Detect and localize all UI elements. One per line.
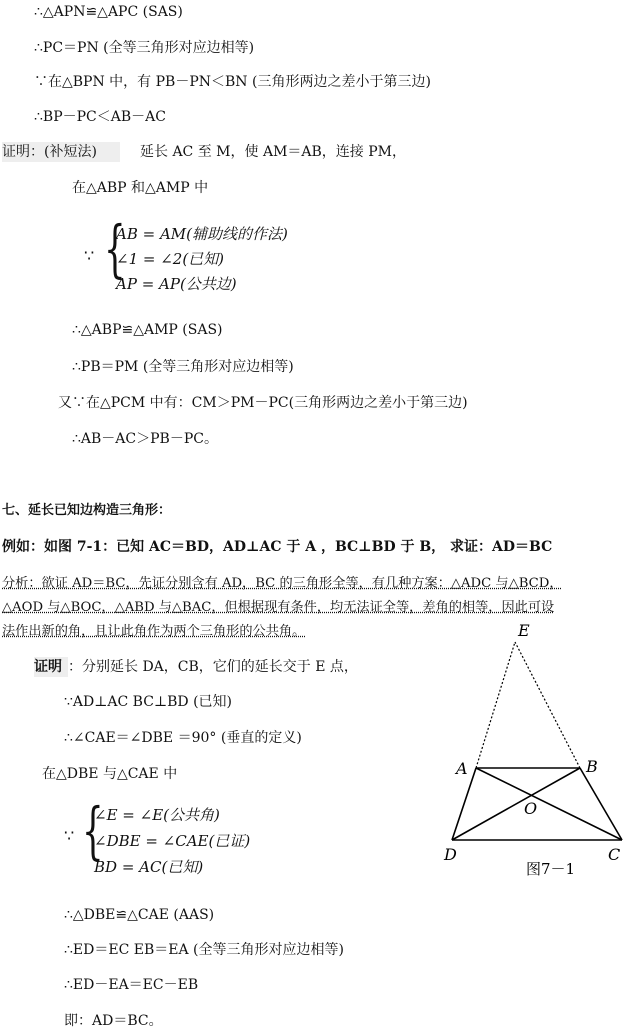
proof2-line-2: ∴∠CAE＝∠DBE ＝90° (垂直的定义) xyxy=(64,730,302,746)
proof2-line-3: 在△DBE 与△CAE 中 xyxy=(42,766,178,782)
section-title: 七、延长已知边构造三角形： xyxy=(2,503,172,518)
line-4: ∴BP－PC＜AB－AC xyxy=(34,109,166,125)
analysis-line-2: △AOD 与△BOC，△ABD 与△BAC，但根据现有条件，均无法证全等，差角的相等，因此可设 xyxy=(2,600,555,615)
label-b: B xyxy=(586,757,598,776)
proof2-conclusion-4: 即：AD＝BC。 xyxy=(64,1013,163,1029)
proof2-conclusion-2: ∴ED＝EC EB＝EA (全等三角形对应边相等) xyxy=(64,942,344,958)
figure-7-1 xyxy=(430,620,640,890)
in-triangle-line: 在△ABP 和△AMP 中 xyxy=(72,180,209,196)
conclusion-1: ∴△ABP≌△AMP (SAS) xyxy=(72,322,223,338)
conclusion-3: 又∵在△PCM 中有：CM＞PM－PC(三角形两边之差小于第三边) xyxy=(58,395,468,411)
line-1: ∴△APN≌△APC (SAS) xyxy=(34,4,183,20)
line-2: ∴PC＝PN (全等三角形对应边相等) xyxy=(34,40,255,56)
proof2-label: 证明 xyxy=(34,657,68,677)
proof2-line-1: ∵AD⊥AC BC⊥BD (已知) xyxy=(64,694,232,710)
proof2-conclusion-3: ∴ED－EA＝EC－EB xyxy=(64,977,199,993)
proof-text-short: 延长 AC 至 M，使 AM＝AB，连接 PM， xyxy=(140,144,407,160)
proof-label-short: 证明：(补短法) xyxy=(2,142,120,162)
segment-bd xyxy=(452,768,580,840)
conclusion-4: ∴AB－AC＞PB－PC。 xyxy=(72,431,218,447)
dashed-be xyxy=(515,642,580,768)
proof2-conclusion-1: ∴△DBE≌△CAE (AAS) xyxy=(64,907,215,923)
proof2-text: ：分别延长 DA，CB，它们的延长交于 E 点， xyxy=(68,659,358,675)
system1-line-c: AP = AP(公共边) xyxy=(116,275,237,293)
dashed-ae xyxy=(476,642,515,768)
because-symbol-2: ∵ xyxy=(64,826,75,845)
figure-caption: 图7－1 xyxy=(526,860,576,878)
label-o: O xyxy=(524,799,538,818)
label-d: D xyxy=(444,845,457,864)
system2-line-a: ∠E = ∠E(公共角) xyxy=(94,806,220,824)
left-brace-2: { xyxy=(82,794,104,867)
system2-line-b: ∠DBE = ∠CAE(已证) xyxy=(94,832,251,850)
label-c: C xyxy=(608,845,621,864)
because-symbol-1: ∵ xyxy=(84,246,95,265)
system1-line-b: ∠1 = ∠2(已知) xyxy=(116,250,225,268)
example-line: 例如：如图 7-1：已知 AC＝BD，AD⊥AC 于 A ，BC⊥BD 于 B， 求证：AD＝BC xyxy=(2,539,553,555)
label-e: E xyxy=(518,621,530,640)
left-brace-1: { xyxy=(104,212,126,285)
system1-line-a: AB = AM(辅助线的作法) xyxy=(116,225,288,243)
analysis-line-1: 分析：欲证 AD＝BC，先证分别含有 AD，BC 的三角形全等，有几种方案：△ADC 与△BCD， xyxy=(2,576,563,591)
line-3: ∵在△BPN 中，有 PB－PN＜BN (三角形两边之差小于第三边) xyxy=(34,74,431,90)
label-a: A xyxy=(456,759,468,778)
conclusion-2: ∴PB＝PM (全等三角形对应边相等) xyxy=(72,359,294,375)
system2-line-c: BD = AC(已知) xyxy=(94,858,204,876)
analysis-line-3: 法作出新的角，且让此角作为两个三角形的公共角。 xyxy=(2,624,306,639)
